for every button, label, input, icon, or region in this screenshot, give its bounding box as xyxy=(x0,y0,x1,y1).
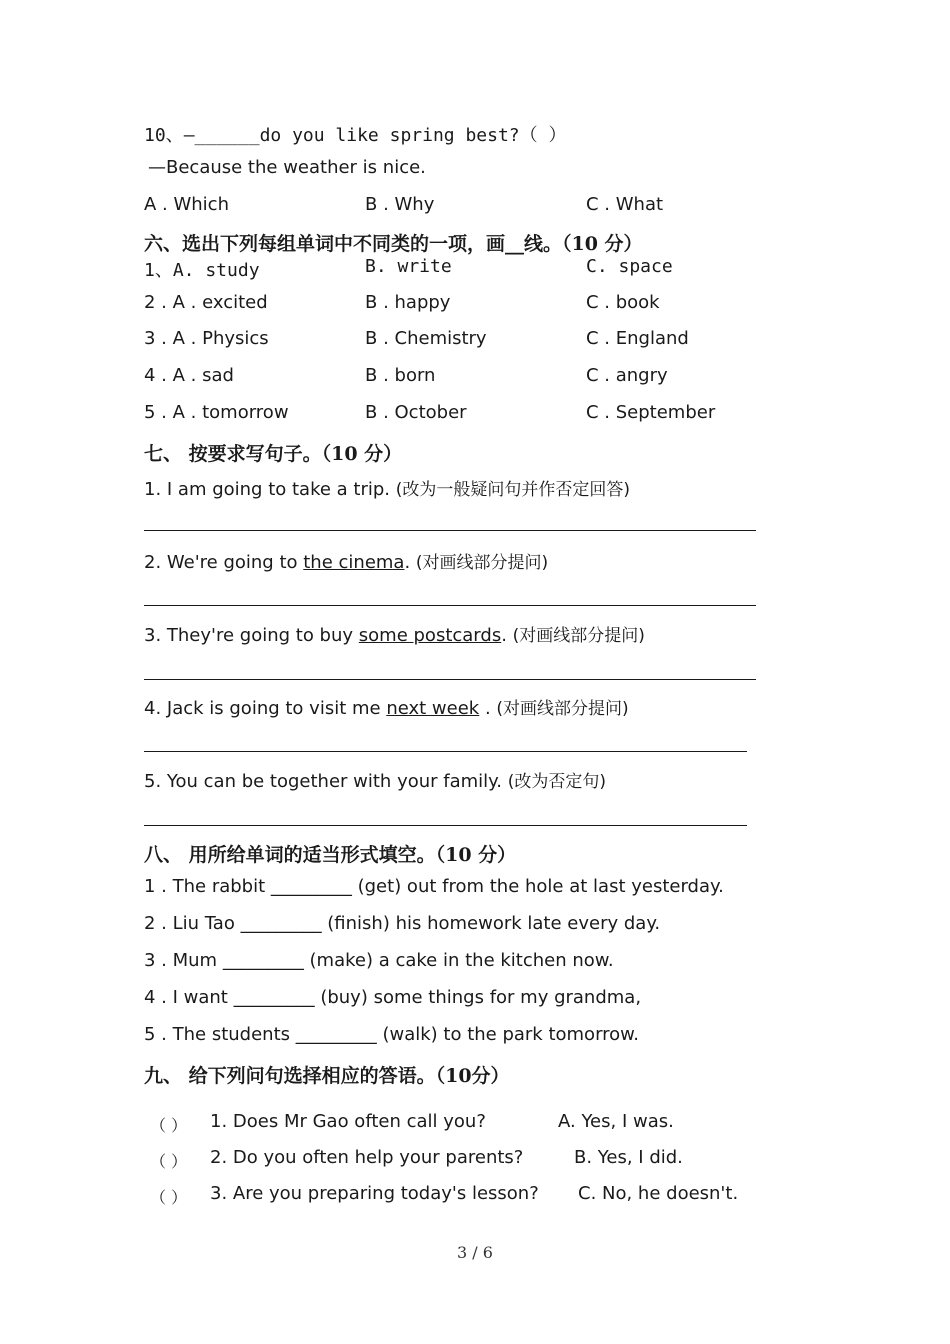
question-dash: — xyxy=(183,125,195,146)
item-text: 1 . The rabbit xyxy=(144,876,271,897)
answer-line[interactable] xyxy=(144,530,756,531)
word-option: C . England xyxy=(586,328,689,349)
question: 2. Do you often help your parents? xyxy=(210,1147,524,1168)
question: 3. Are you preparing today's lesson? xyxy=(210,1183,539,1204)
item-text: 3. They're going to buy xyxy=(144,625,359,646)
item-hint: (对画线部分提问) xyxy=(512,626,645,646)
item-text: (walk) to the park tomorrow. xyxy=(376,1024,639,1045)
item-hint: (改为否定句) xyxy=(507,772,606,792)
item-text: 5 . The students xyxy=(144,1024,296,1045)
answer-line[interactable] xyxy=(144,751,747,752)
fill-blank[interactable]: _________ xyxy=(270,876,352,897)
section-6-title: 六、选出下列每组单词中不同类的一项，画__线。（10 分） xyxy=(144,233,643,255)
answer-paren[interactable]: （ ） xyxy=(150,1152,188,1171)
answer-choice: B. Yes, I did. xyxy=(574,1147,683,1168)
word-option: 4 . A . sad xyxy=(144,365,234,386)
item-hint: (改为一般疑问句并作否定回答) xyxy=(395,480,631,500)
word-option: C. space xyxy=(586,256,673,277)
rewrite-item xyxy=(144,475,630,500)
question-10 xyxy=(144,121,567,147)
rewrite-item xyxy=(144,767,606,792)
fill-item xyxy=(144,1024,639,1045)
underlined-phrase: some postcards xyxy=(358,625,502,646)
answer-paren[interactable]: （ ） xyxy=(150,1188,188,1207)
answer-choice: C. No, he doesn't. xyxy=(578,1183,739,1204)
option-a: A . Which xyxy=(144,194,229,215)
word-option: C . book xyxy=(586,292,660,313)
item-text: . xyxy=(479,698,497,719)
item-text: 5. You can be together with your family. xyxy=(144,771,508,792)
item-text: (get) out from the hole at last yesterday. xyxy=(351,876,724,897)
fill-item xyxy=(144,950,614,971)
answer-line[interactable] xyxy=(144,679,756,680)
answer-line[interactable] xyxy=(144,825,747,826)
answer-choice: A. Yes, I was. xyxy=(558,1111,674,1132)
underlined-phrase: next week xyxy=(386,698,480,719)
item-text: 1. I am going to take a trip. xyxy=(144,479,396,500)
fill-blank[interactable]: _________ xyxy=(222,950,304,971)
item-text: 2 . Liu Tao xyxy=(144,913,241,934)
question-10-response: —Because the weather is nice. xyxy=(148,157,426,178)
section-7-title: 七、 按要求写句子。（10 分） xyxy=(144,443,403,465)
rewrite-item xyxy=(144,694,629,719)
fill-item xyxy=(144,876,724,897)
item-hint: (对画线部分提问) xyxy=(496,699,629,719)
section-9-title: 九、 给下列问句选择相应的答语。（10分） xyxy=(144,1065,510,1087)
item-text: 3 . Mum xyxy=(144,950,223,971)
underlined-phrase: the cinema xyxy=(303,552,405,573)
word-option: B . Chemistry xyxy=(365,328,487,349)
item-text: . xyxy=(501,625,513,646)
answer-paren[interactable]: （ ） xyxy=(519,125,567,146)
answer-line[interactable] xyxy=(144,605,756,606)
word-option: 5 . A . tomorrow xyxy=(144,402,289,423)
answer-paren[interactable]: （ ） xyxy=(150,1116,188,1135)
fill-item xyxy=(144,987,641,1008)
word-option: 1、A. study xyxy=(144,260,260,281)
word-option: B. write xyxy=(365,256,452,277)
word-option: 3 . A . Physics xyxy=(144,328,269,349)
fill-item xyxy=(144,913,660,934)
item-text: (buy) some things for my grandma, xyxy=(314,987,642,1008)
word-option: B . happy xyxy=(365,292,451,313)
item-hint: (对画线部分提问) xyxy=(415,553,549,573)
item-text: 2. We're going to xyxy=(144,552,304,573)
section-8-title: 八、 用所给单词的适当形式填空。（10 分） xyxy=(144,844,517,866)
answer-blank[interactable]: ______ xyxy=(194,125,260,146)
word-option: 2 . A . excited xyxy=(144,292,268,313)
item-text: 4 . I want xyxy=(144,987,234,1008)
rewrite-item xyxy=(144,621,645,646)
question-text: do you like spring best? xyxy=(259,125,520,146)
item-text: 4. Jack is going to visit me xyxy=(144,698,387,719)
fill-blank[interactable]: _________ xyxy=(240,913,322,934)
option-b: B . Why xyxy=(365,194,435,215)
item-text: . xyxy=(404,552,416,573)
fill-blank[interactable]: _________ xyxy=(295,1024,377,1045)
question: 1. Does Mr Gao often call you? xyxy=(210,1111,486,1132)
item-text: (make) a cake in the kitchen now. xyxy=(303,950,614,971)
option-c: C . What xyxy=(586,194,664,215)
rewrite-item xyxy=(144,548,548,573)
word-option: C . September xyxy=(586,402,716,423)
question-number: 10、 xyxy=(144,125,184,146)
word-option: B . born xyxy=(365,365,436,386)
word-option: B . October xyxy=(365,402,467,423)
item-text: (finish) his homework late every day. xyxy=(321,913,661,934)
fill-blank[interactable]: _________ xyxy=(233,987,315,1008)
page-number: 3 / 6 xyxy=(457,1243,493,1262)
word-option: C . angry xyxy=(586,365,668,386)
